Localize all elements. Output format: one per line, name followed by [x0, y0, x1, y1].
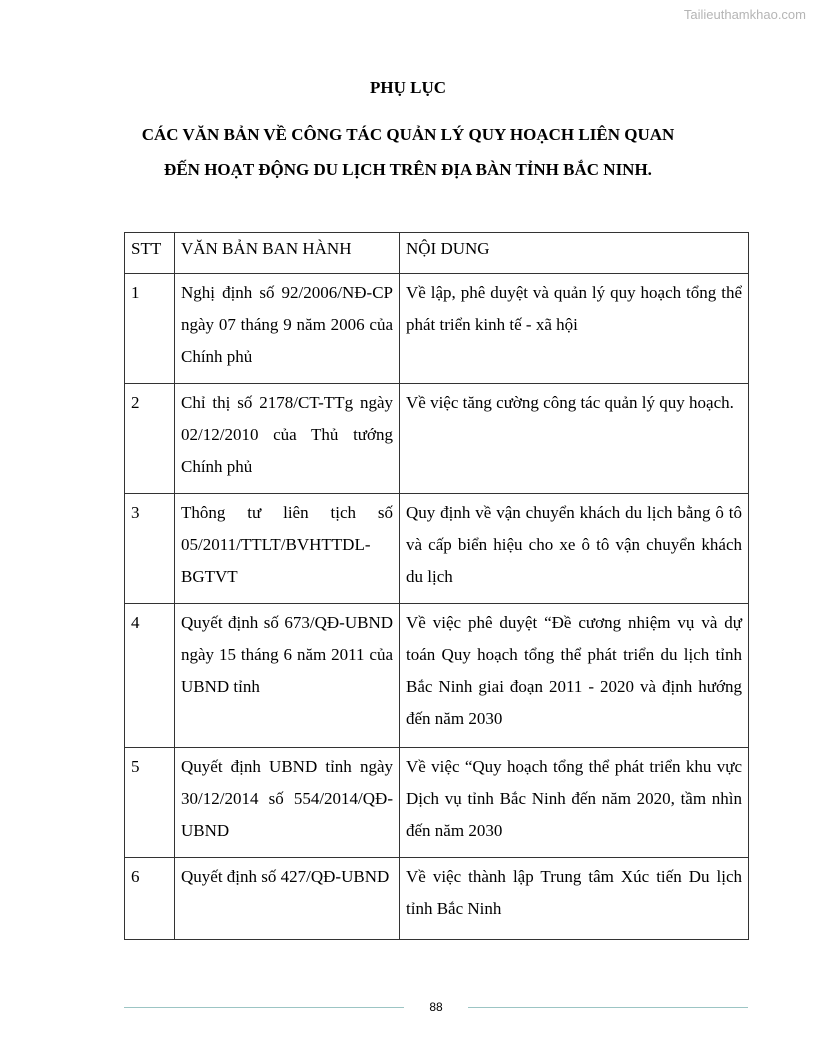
row-document: Quyết định số 427/QĐ-UBND	[175, 858, 400, 940]
page-footer	[124, 999, 748, 1015]
table-header-row	[125, 233, 749, 274]
table-row	[125, 384, 749, 494]
table-row	[125, 494, 749, 604]
row-document: Thông tư liên tịch số 05/2011/TTLT/BVHTTDL-BGTVT	[175, 494, 400, 604]
row-content: Về việc phê duyệt “Đề cương nhiệm vụ và dự toán Quy hoạch tổng thể phát triển du lịch tỉnh Bắc Ninh giai đoạn 2011 - 2020 và định hướng đến năm 2030	[400, 604, 749, 748]
row-stt: 4	[125, 604, 175, 748]
row-stt: 5	[125, 748, 175, 858]
page-title: PHỤ LỤC	[369, 78, 447, 97]
row-stt: 2	[125, 384, 175, 494]
page-number: 88	[429, 1000, 443, 1014]
table-row	[125, 274, 749, 384]
row-content: Về việc “Quy hoạch tổng thể phát triển khu vực Dịch vụ tỉnh Bắc Ninh đến năm 2020, tầm nhìn đến năm 2030	[400, 748, 749, 858]
row-content: Về lập, phê duyệt và quản lý quy hoạch tổng thể phát triển kinh tế - xã hội	[400, 274, 749, 384]
table-row	[125, 748, 749, 858]
footer-rule-right	[468, 1007, 748, 1008]
table-row	[125, 858, 749, 940]
row-document: Chỉ thị số 2178/CT-TTg ngày 02/12/2010 của Thủ tướng Chính phủ	[175, 384, 400, 494]
subtitle-line-1: CÁC VĂN BẢN VỀ CÔNG TÁC QUẢN LÝ QUY HOẠCH LIÊN QUAN	[141, 125, 675, 144]
row-document: Quyết định số 673/QĐ-UBND ngày 15 tháng 6 năm 2011 của UBND tỉnh	[175, 604, 400, 748]
subtitle-line-2: ĐẾN HOẠT ĐỘNG DU LỊCH TRÊN ĐỊA BÀN TỈNH BẮC NINH.	[164, 160, 652, 179]
header-stt: STT	[125, 233, 175, 274]
header-document: VĂN BẢN BAN HÀNH	[175, 233, 400, 274]
row-stt: 1	[125, 274, 175, 384]
row-document: Nghị định số 92/2006/NĐ-CP ngày 07 tháng 9 năm 2006 của Chính phủ	[175, 274, 400, 384]
row-document: Quyết định UBND tỉnh ngày 30/12/2014 số 554/2014/QĐ-UBND	[175, 748, 400, 858]
table-row	[125, 604, 749, 748]
row-content: Quy định về vận chuyển khách du lịch bằng ô tô và cấp biển hiệu cho xe ô tô vận chuyển khách du lịch	[400, 494, 749, 604]
row-content: Về việc tăng cường công tác quản lý quy hoạch.	[400, 384, 749, 494]
header-content: NỘI DUNG	[400, 233, 749, 274]
row-content: Về việc thành lập Trung tâm Xúc tiến Du lịch tỉnh Bắc Ninh	[400, 858, 749, 940]
documents-table	[124, 232, 749, 940]
row-stt: 3	[125, 494, 175, 604]
watermark-text: Tailieuthamkhao.com	[683, 7, 806, 22]
row-stt: 6	[125, 858, 175, 940]
